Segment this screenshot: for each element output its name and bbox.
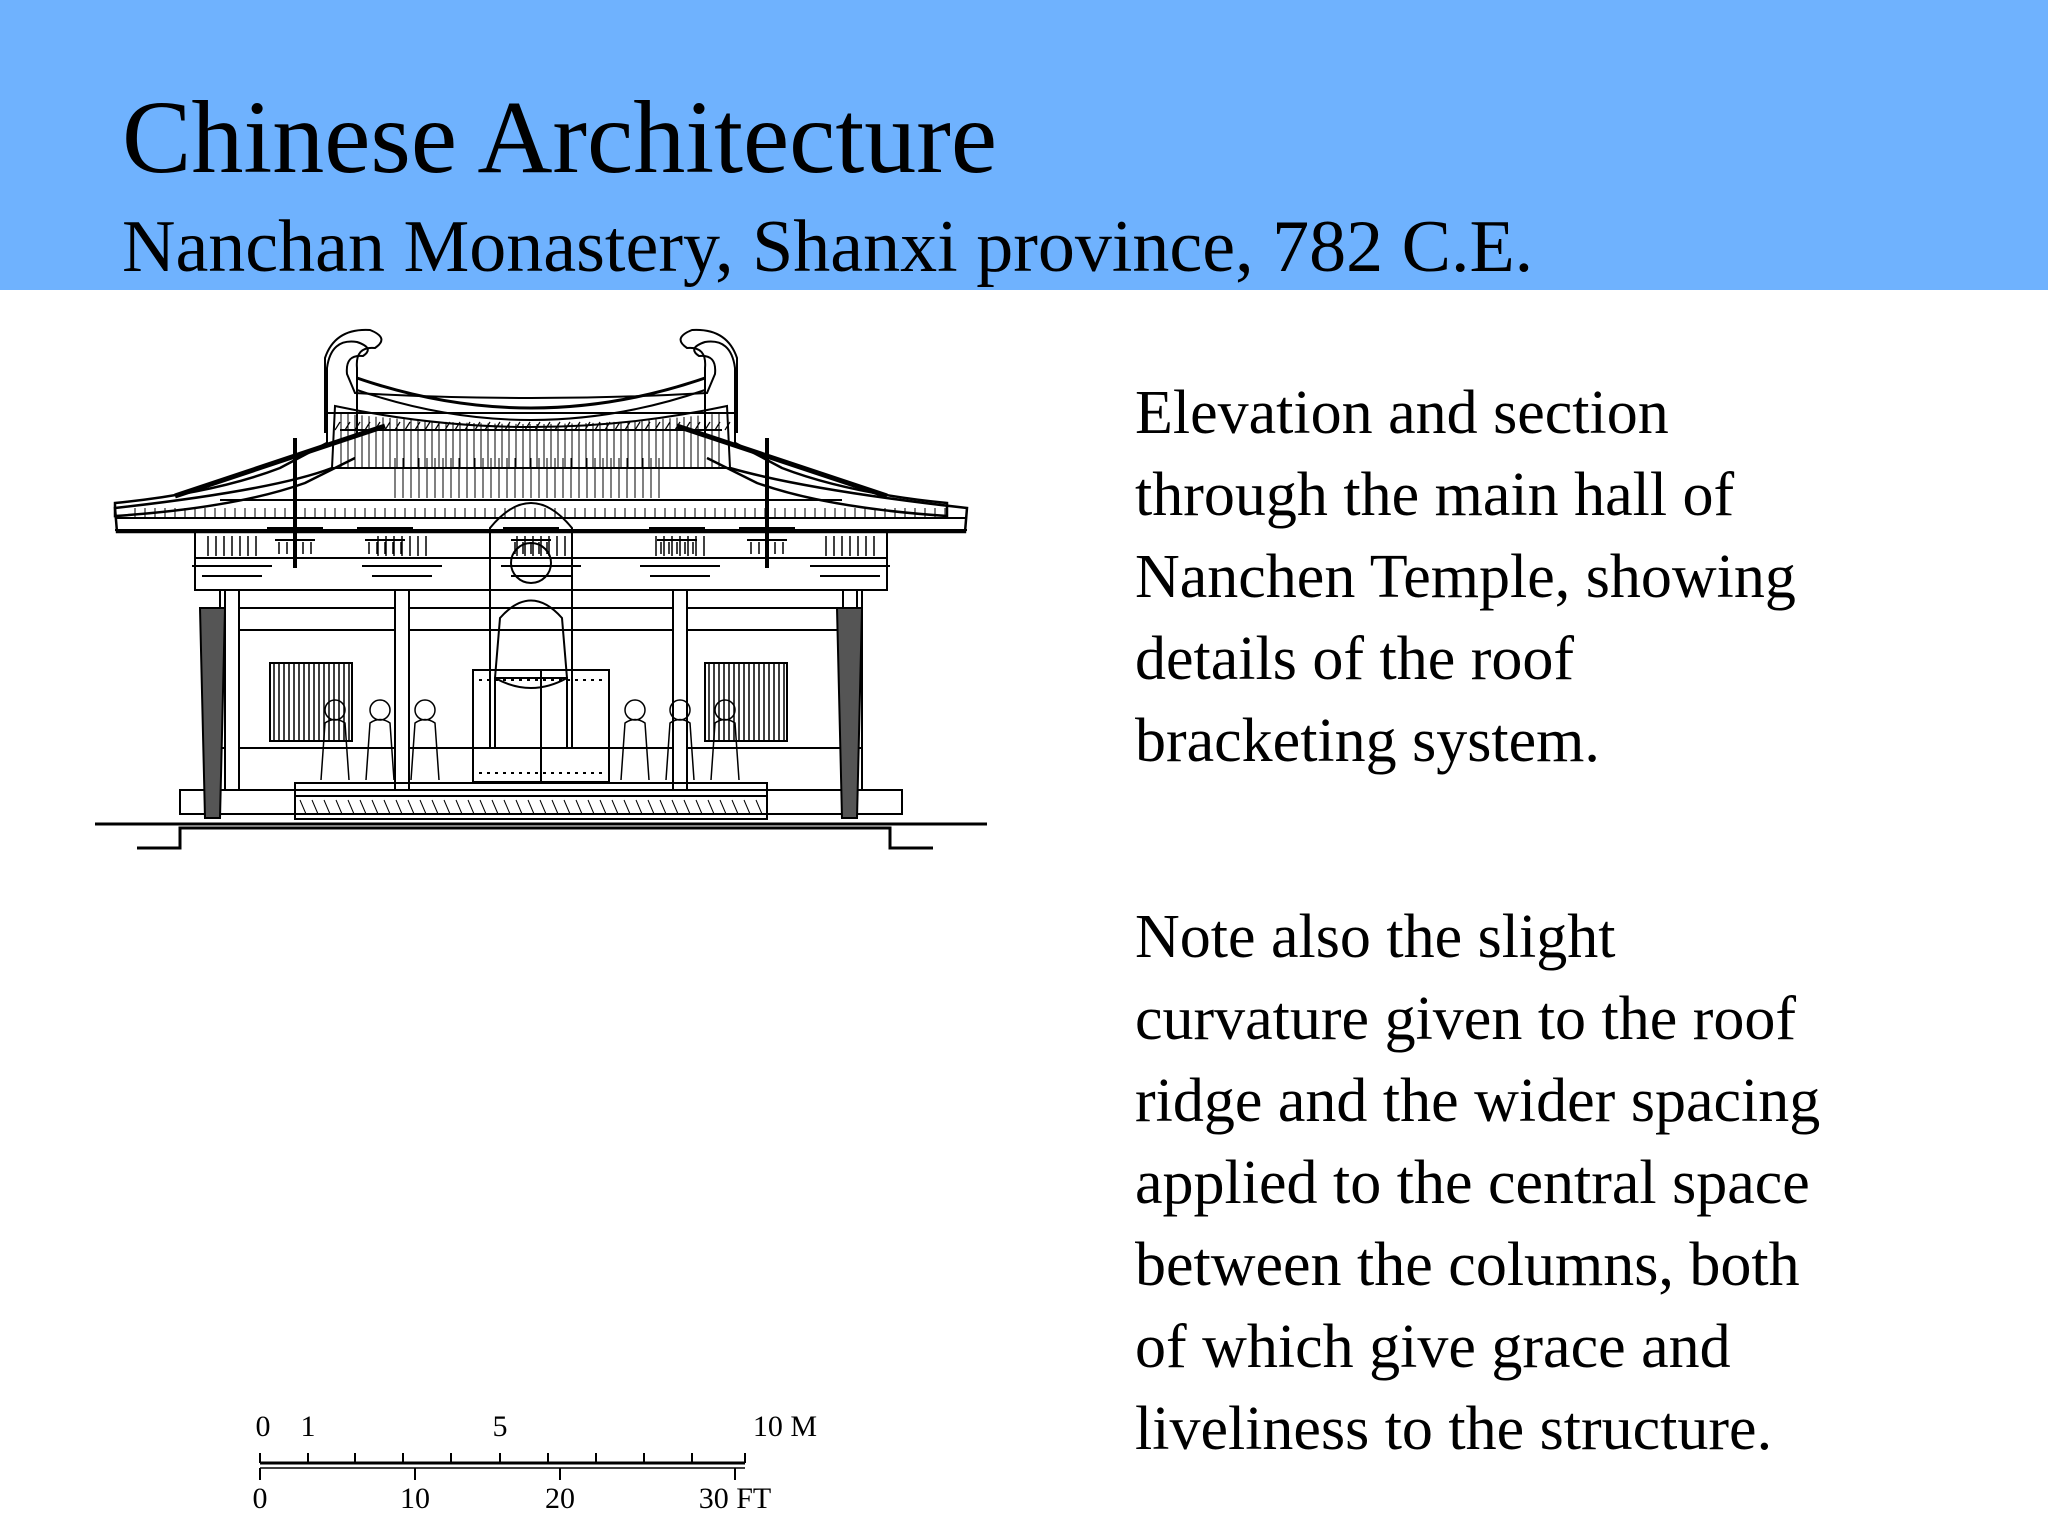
scale-label-metric-1: 1 bbox=[300, 1410, 316, 1443]
caption-line: liveliness to the structure. bbox=[1135, 1395, 1773, 1463]
section-column-right bbox=[837, 608, 862, 818]
temple-drawing bbox=[95, 318, 995, 1518]
scale-label-imperial-10: 10 bbox=[400, 1482, 430, 1515]
caption-paragraph-1 bbox=[1135, 372, 2015, 782]
slide-title: Chinese Architecture bbox=[122, 80, 998, 195]
section-details bbox=[267, 422, 795, 814]
scale-label-imperial-0: 0 bbox=[252, 1482, 268, 1515]
buddha-body bbox=[495, 601, 567, 689]
scale-label-metric-0: 0 bbox=[255, 1410, 271, 1443]
caption-line: between the columns, both bbox=[1135, 1231, 1800, 1299]
scale-label-metric-5: 5 bbox=[492, 1410, 508, 1443]
roof-ridge bbox=[357, 378, 705, 408]
caption-line: Note also the slight bbox=[1135, 903, 1616, 971]
scale-label-metric-10: 10 M bbox=[752, 1410, 818, 1443]
caption-line: Elevation and section bbox=[1135, 379, 1669, 447]
caption-line: Nanchen Temple, showing bbox=[1135, 543, 1796, 611]
caption-line: ridge and the wider spacing bbox=[1135, 1067, 1821, 1135]
section-column-left bbox=[200, 608, 225, 818]
temple-drawing-svg bbox=[95, 318, 995, 1518]
caption-paragraph-2 bbox=[1135, 896, 2015, 1470]
caption-line: bracketing system. bbox=[1135, 707, 1600, 775]
slide-subtitle: Nanchan Monastery, Shanxi province, 782 C.E. bbox=[122, 206, 1534, 288]
section-ground-line bbox=[137, 828, 933, 848]
caption-line: applied to the central space bbox=[1135, 1149, 1810, 1217]
section-roof-left bbox=[115, 443, 355, 516]
scale-label-imperial-20: 20 bbox=[545, 1482, 575, 1515]
scale-bar bbox=[253, 1410, 818, 1515]
caption-line: curvature given to the roof bbox=[1135, 985, 1797, 1053]
caption-line: of which give grace and bbox=[1135, 1313, 1731, 1381]
scale-label-imperial-30: 30 FT bbox=[698, 1482, 772, 1515]
section-roof-right bbox=[707, 443, 947, 516]
caption-line: through the main hall of bbox=[1135, 461, 1735, 529]
caption-line: details of the roof bbox=[1135, 625, 1575, 693]
